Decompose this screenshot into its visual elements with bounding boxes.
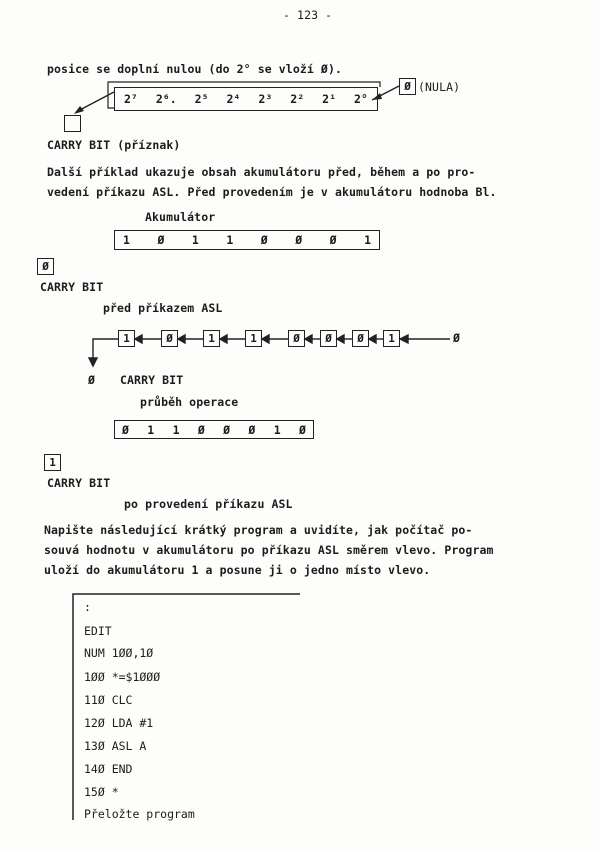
listing-line: 13Ø ASL A <box>84 739 147 753</box>
bit-position: 2¹ <box>322 92 337 106</box>
shift-cell: Ø <box>288 330 305 347</box>
zero-input-box: Ø <box>399 78 416 95</box>
bit-cell: Ø <box>329 233 337 247</box>
listing-line: EDIT <box>84 624 112 638</box>
bit-cell: 1 <box>172 422 180 437</box>
bit-cell: Ø <box>248 422 256 437</box>
shift-input: Ø <box>453 331 461 345</box>
before-caption: před příkazem ASL <box>103 301 223 315</box>
carry-bit-label: CARRY BIT (příznak) <box>47 138 181 152</box>
bit-cell: Ø <box>122 422 129 437</box>
bit-cell: Ø <box>295 233 303 247</box>
shift-cell: 1 <box>245 330 262 347</box>
bit-cell: 1 <box>364 233 371 247</box>
carry-before-box: Ø <box>37 258 54 275</box>
bit-position: 2⁵ <box>194 92 209 106</box>
bit-position: 2⁴ <box>226 92 241 106</box>
bit-cell: 1 <box>191 233 199 247</box>
after-caption: po provedení příkazu ASL <box>124 497 293 511</box>
bit-cell: Ø <box>260 233 268 247</box>
bit-position: 2⁷ <box>124 92 138 106</box>
shift-cell: Ø <box>352 330 369 347</box>
carry-after-box: 1 <box>44 454 61 471</box>
page-number: - 123 - <box>283 8 333 22</box>
listing-line: 12Ø LDA #1 <box>84 716 154 730</box>
carry-after-label: CARRY BIT <box>47 476 111 490</box>
listing-line: Přeložte program <box>84 807 195 821</box>
listing-line: 14Ø END <box>84 762 133 776</box>
shift-cell: 1 <box>383 330 400 347</box>
listing-line: 11Ø CLC <box>84 693 133 707</box>
carry-out-value: Ø <box>88 373 96 387</box>
listing-line: 1ØØ *=$1ØØØ <box>84 670 161 684</box>
accumulator-heading: Akumulátor <box>145 210 216 224</box>
bit-cell: Ø <box>157 233 165 247</box>
paragraph1-line: Další příklad ukazuje obsah akumulátoru před, během a po pro- <box>47 165 476 179</box>
listing-line: NUM 1ØØ,1Ø <box>84 646 154 660</box>
bit-cell: Ø <box>223 422 231 437</box>
paragraph2-line: uloží do akumulátoru 1 a posune ji o jedno místo vlevo. <box>44 563 431 577</box>
zero-label: (NULA) <box>418 80 461 94</box>
bit-cell: 1 <box>226 233 234 247</box>
shift-cell: 1 <box>203 330 220 347</box>
bit-position: 2³ <box>258 92 273 106</box>
paragraph2-line: souvá hodnotu v akumulátoru po příkazu ASL směrem vlevo. Program <box>44 543 494 557</box>
paragraph1-line: vedení příkazu ASL. Před provedením je v akumulátoru hodnoba Bl. <box>47 185 497 199</box>
shift-cell: 1 <box>118 330 135 347</box>
shift-cell: Ø <box>320 330 337 347</box>
bit-position: 2⁶. <box>155 92 177 106</box>
bit-position: 2² <box>290 92 305 106</box>
bit-cell: 1 <box>123 233 130 247</box>
bit-position: 2° <box>354 92 368 106</box>
listing-line: 15Ø * <box>84 785 119 799</box>
paragraph2-line: Napište následující krátký program a uvidíte, jak počítač po- <box>44 523 473 537</box>
bit-cell: 1 <box>273 422 281 437</box>
carry-out-label: CARRY BIT <box>120 373 184 387</box>
bit-cell: Ø <box>197 422 205 437</box>
diagram1-caption-line: posice se doplní nulou (do 2° se vloží Ø). <box>47 62 342 76</box>
listing-line: : <box>84 600 91 614</box>
shift-cell: Ø <box>161 330 178 347</box>
carry-before-label: CARRY BIT <box>40 280 104 294</box>
bit-cell: Ø <box>298 422 306 437</box>
bit-cell: 1 <box>147 422 155 437</box>
during-caption: průběh operace <box>140 395 239 409</box>
